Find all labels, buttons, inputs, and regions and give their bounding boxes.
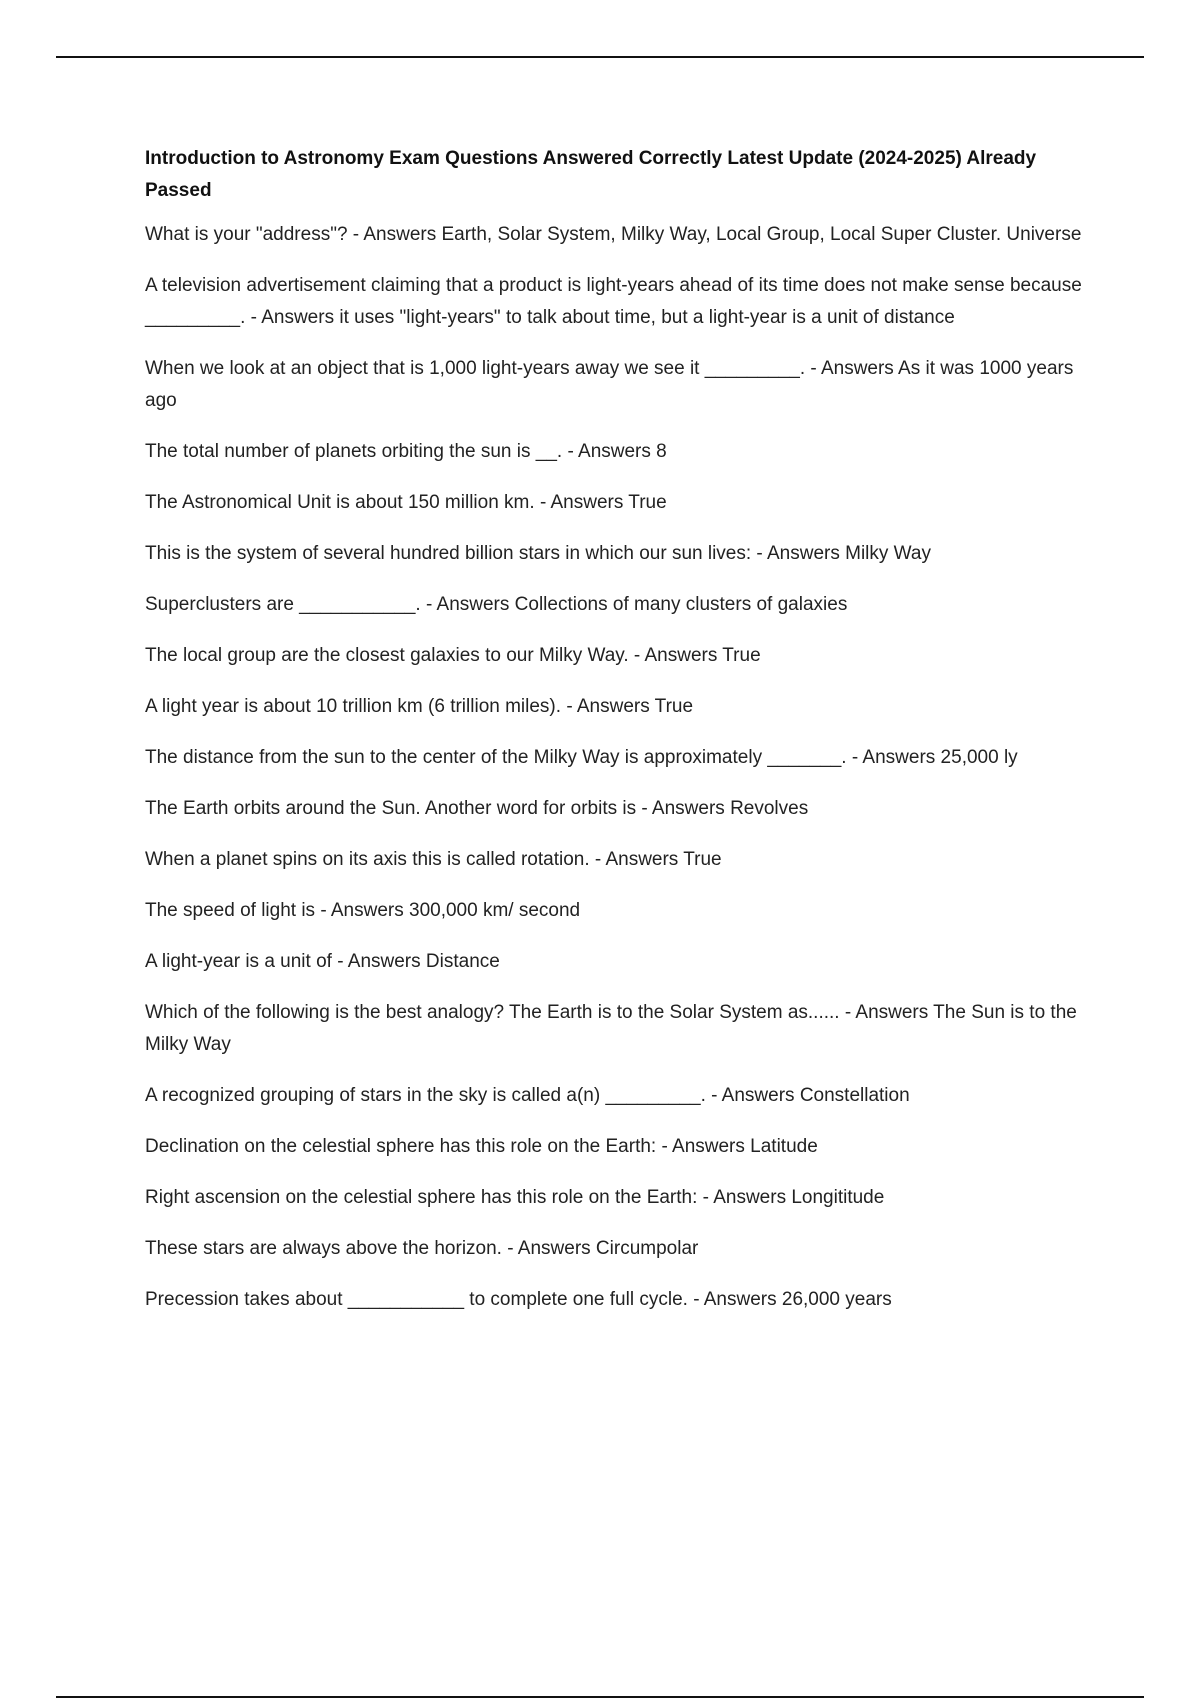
question-item: The speed of light is - Answers 300,000 km/ second bbox=[145, 900, 581, 921]
question-item: These stars are always above the horizon. - Answers Circumpolar bbox=[145, 1238, 699, 1259]
question-item: A recognized grouping of stars in the sky is called a(n) _________. - Answers Constellation bbox=[145, 1085, 910, 1106]
question-item: A light year is about 10 trillion km (6 trillion miles). - Answers True bbox=[145, 696, 694, 717]
question-item: What is your "address"? - Answers Earth, Solar System, Milky Way, Local Group, Local Super Cluster. Universe bbox=[145, 224, 1082, 245]
question-item: Precession takes about ___________ to complete one full cycle. - Answers 26,000 years bbox=[145, 1289, 892, 1310]
question-item: Right ascension on the celestial sphere has this role on the Earth: - Answers Longititude bbox=[145, 1187, 885, 1208]
question-item: A light-year is a unit of - Answers Distance bbox=[145, 951, 500, 972]
question-item: The distance from the sun to the center of the Milky Way is approximately _______. - Answers 25,000 ly bbox=[145, 747, 1018, 768]
header-rule bbox=[56, 56, 1144, 58]
question-item: A television advertisement claiming that a product is light-years ahead of its time does not make sense because _________. - Answers it uses "light-years" to talk about time, but a light-year is a unit of distance bbox=[145, 275, 1082, 328]
question-item: Declination on the celestial sphere has this role on the Earth: - Answers Latitude bbox=[145, 1136, 818, 1157]
question-item: The Astronomical Unit is about 150 million km. - Answers True bbox=[145, 492, 667, 513]
footer-rule bbox=[56, 1696, 1144, 1698]
question-item: When a planet spins on its axis this is called rotation. - Answers True bbox=[145, 849, 722, 870]
question-item: The total number of planets orbiting the sun is __. - Answers 8 bbox=[145, 441, 667, 462]
question-item: The Earth orbits around the Sun. Another word for orbits is - Answers Revolves bbox=[145, 798, 809, 819]
question-item: When we look at an object that is 1,000 light-years away we see it _________. - Answers As it was 1000 years ago bbox=[145, 358, 1074, 411]
document-body bbox=[145, 143, 1095, 1335]
question-item: This is the system of several hundred billion stars in which our sun lives: - Answers Milky Way bbox=[145, 543, 931, 564]
question-item: Which of the following is the best analogy? The Earth is to the Solar System as...... - Answers The Sun is to the Milky Way bbox=[145, 1002, 1077, 1055]
question-list bbox=[145, 219, 1095, 1316]
question-item: The local group are the closest galaxies to our Milky Way. - Answers True bbox=[145, 645, 761, 666]
question-item: Superclusters are ___________. - Answers Collections of many clusters of galaxies bbox=[145, 594, 848, 615]
document-title: Introduction to Astronomy Exam Questions Answered Correctly Latest Update (2024-2025) Already Passed bbox=[145, 148, 1037, 201]
